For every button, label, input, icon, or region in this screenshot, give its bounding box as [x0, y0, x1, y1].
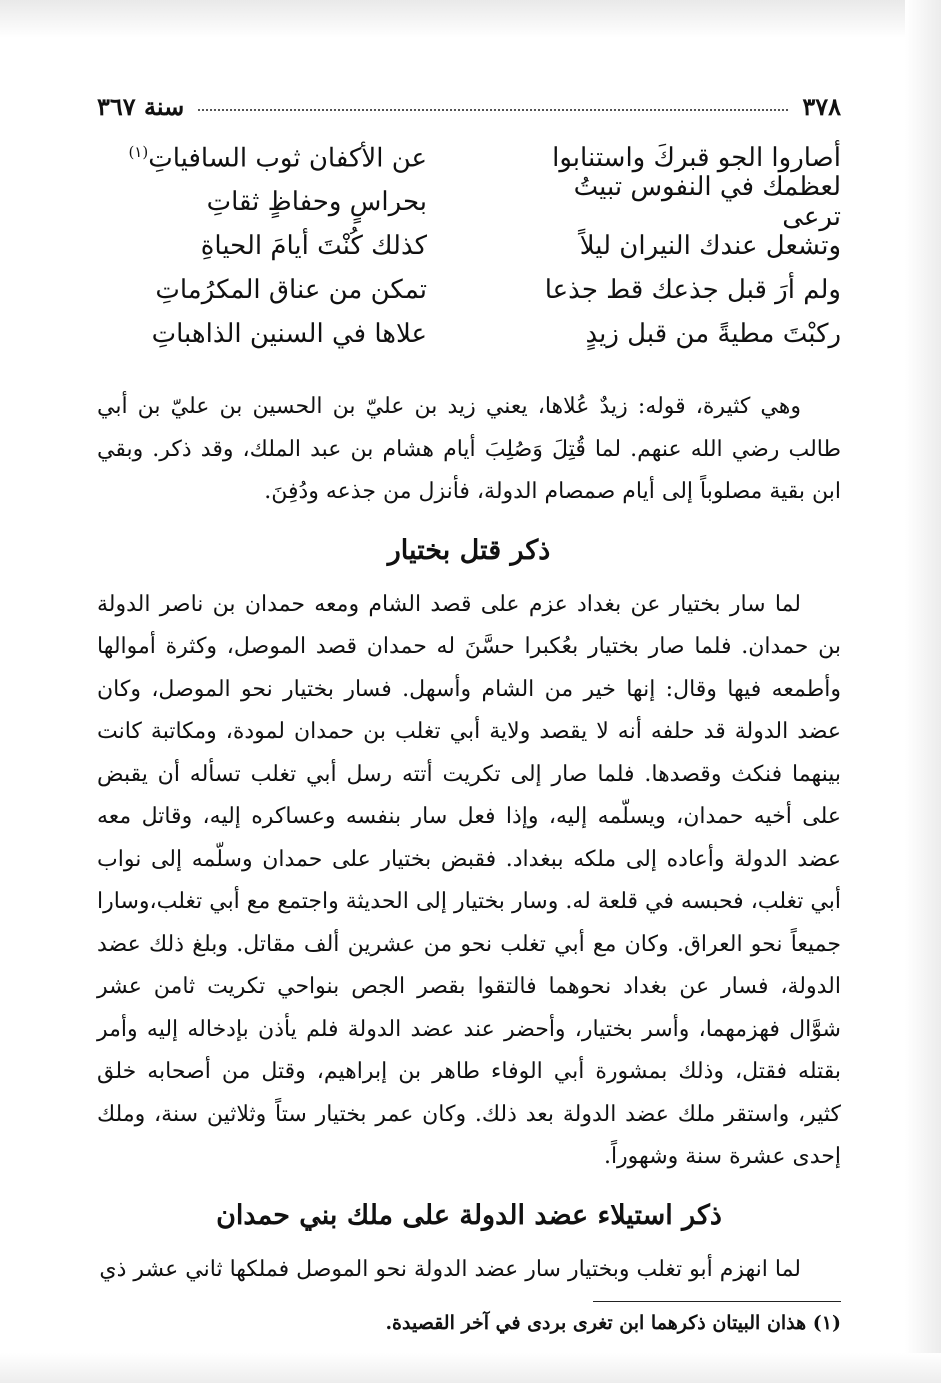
book-page [97, 84, 841, 1334]
running-header [97, 84, 841, 128]
verse-first-hemistich: ولم أرَ قبل جذعك قط جذعا [544, 275, 841, 305]
footnote-marker: (١) [128, 142, 149, 161]
verse-second-hemistich: كذلك كُنْتَ أيامَ الحياةِ [200, 231, 427, 261]
verse-second-hemistich: تمكن من عناق المكرُماتِ [155, 275, 427, 305]
verse-second-hemistich: علاها في السنين الذاهباتِ [151, 319, 427, 349]
scan-top-edge [0, 0, 941, 38]
section-heading-hamdan: ذكر استيلاء عضد الدولة على ملك بني حمدان [216, 1199, 722, 1231]
footnote: (١) هذان البيتان ذكرهما ابن تغرى بردى في آخر القصيدة. [385, 1312, 841, 1334]
verse-first-hemistich: أصاروا الجو قبركَ واستنابوا [552, 143, 841, 173]
verse [97, 224, 841, 268]
verse-first-hemistich: لعظمك في النفوس تبيتُ ترعى [573, 172, 841, 232]
scan-right-edge [905, 0, 941, 1383]
verse-second-hemistich: بحراسٍ وحفاظٍ ثقاتِ [206, 187, 427, 217]
section-body-hamdan: لما انهزم أبو تغلب وبختيار سار عضد الدولة نحو الموصل فملكها ثاني عشر ذي [99, 1256, 801, 1282]
section-body-bakhtiyar: لما سار بختيار عن بغداد عزم على قصد الشام ومعه حمدان بن ناصر الدولة بن حمدان. فلما صار بختيار بعُكبرا حسَّنَ له حمدان قصد الموصل، وكثرة أموالها وأطمعه فيها وقال: إنها خير من الشام وأسهل. فسار بختيار نحو الموصل، وكان عضد الدولة قد حلفه أنه لا يقصد ولاية أبي تغلب بن حمدان لمودة، ومكاتبة كانت بينهما فنكث وقصدها. فلما صار إلى تكريت أتته رسل أبي تغلب تسأله أن يقبض على أخيه حمدان، ويسلّمه إليه، وإذا فعل سار بنفسه وعساكره إليه، وقاتل معه عضد الدولة وأعاده إلى ملكه ببغداد. فقبض بختيار على حمدان وسلّمه إلى نواب أبي تغلب، فحبسه في قلعة له. وسار بختيار إلى الحديثة واجتمع مع أبي تغلب،وسارا جميعاً نحو العراق. وكان مع أبي تغلب نحو من عشرين ألف مقاتل. وبلغ ذلك عضد الدولة، فسار عن بغداد نحوهما فالتقوا بقصر الجص بنواحي تكريت ثامن عشر شوَّال فهزمهما، وأسر بختيار، وأحضر عند عضد الدولة فلم يأذن بإدخاله إليه وأمر بقتله فقتل، وذلك بمشورة أبي الوفاء طاهر بن إبراهيم، وقتل من أصحابه خلق كثير، واستقر ملك عضد الدولة بعد ذلك. وكان عمر بختيار ستاً وثلاثين سنة، وملك إحدى عشرة سنة وشهوراً. [97, 591, 841, 1169]
verse-second-hemistich [97, 143, 427, 174]
verse [97, 312, 841, 356]
verse [97, 268, 841, 312]
footnote-rule [593, 1301, 841, 1302]
section-heading-bakhtiyar: ذكر قتل بختيار [387, 534, 551, 566]
poem [97, 136, 841, 356]
verse [97, 172, 841, 232]
header-leader-dots [198, 109, 788, 111]
commentary-paragraph: وهي كثيرة، قوله: زيدٌ عُلاها، يعني زيد بن عليّ بن الحسين بن عليّ بن أبي طالب رضي الله عنهم. لما قُتِلَ وَصُلِبَ أيام هشام بن عبد الملك، وقد ذكر. وبقي ابن بقية مصلوباً إلى أيام صمصام الدولة، فأنزل من جذعه ودُفِنَ. [97, 394, 841, 504]
year-label: سنة ٣٦٧ [97, 91, 185, 121]
verse-first-hemistich: ركبْتَ مطيةً من قبل زيدٍ [585, 319, 841, 349]
page-number: ٣٧٨ [802, 91, 841, 121]
verse-second-hemistich-text: عن الأكفان ثوب السافياتِ [148, 143, 427, 174]
verse-first-hemistich: وتشعل عندك النيران ليلاً [579, 231, 841, 261]
scan-bottom-edge [0, 1353, 941, 1383]
